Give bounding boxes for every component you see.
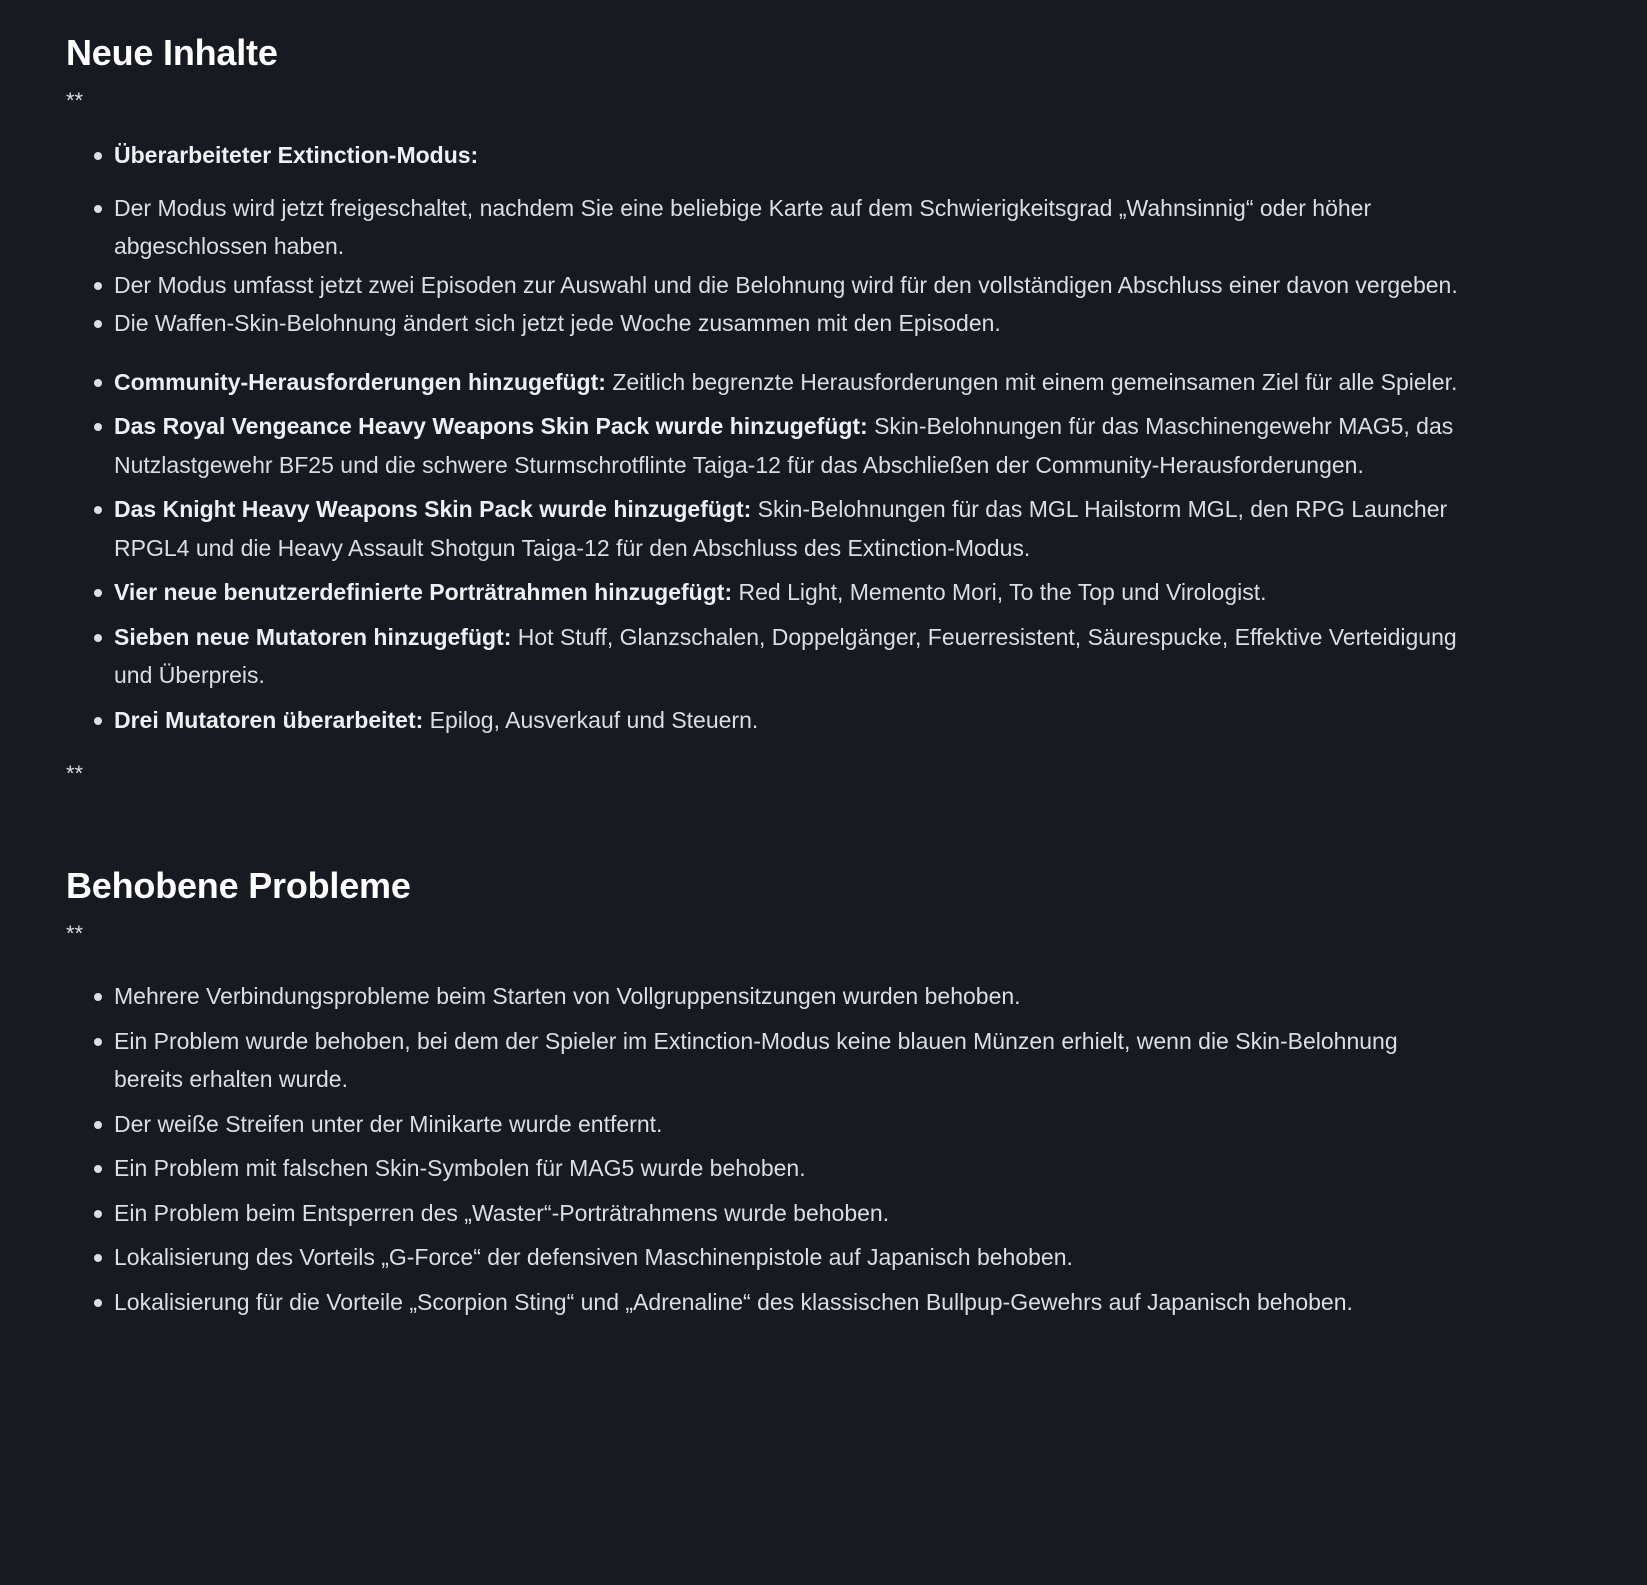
- item-bold-label: Vier neue benutzerdefinierte Porträtrahmen hinzugefügt:: [114, 579, 733, 605]
- list-item: [114, 136, 1467, 175]
- separator-marker: **: [66, 761, 84, 786]
- fixed-issues-list: [66, 977, 1467, 1321]
- item-bold-label: Das Royal Vengeance Heavy Weapons Skin Pack wurde hinzugefügt:: [114, 413, 868, 439]
- item-text: Skin-Belohnungen für das MGL Hailstorm MGL, den RPG Launcher RPGL4 und die Heavy Assault Shotgun Taiga-12 für den Abschluss des Extinction-Modus.: [114, 496, 1448, 561]
- item-bold-label: Sieben neue Mutatoren hinzugefügt:: [114, 623, 512, 650]
- separator-marker: **: [66, 88, 84, 113]
- item-text: Skin-Belohnungen für das Maschinengewehr MAG5, das Nutzlastgewehr BF25 und die schwere Sturmschrotflinte Taiga-12 für das Abschließen der Community-Herausforderungen.: [114, 413, 1454, 478]
- list-item: Lokalisierung des Vorteils „G-Force“ der defensiven Maschinenpistole auf Japanisch behoben.: [114, 1238, 1467, 1277]
- list-item: [114, 701, 1467, 740]
- list-item: [114, 363, 1467, 402]
- item-bold-label: Überarbeiteter Extinction-Modus:: [114, 142, 479, 168]
- list-item: Der Modus wird jetzt freigeschaltet, nachdem Sie eine beliebige Karte auf dem Schwierigkeitsgrad „Wahnsinnig“ oder höher abgeschlossen haben.: [114, 189, 1467, 266]
- list-item: Ein Problem wurde behoben, bei dem der Spieler im Extinction-Modus keine blauen Münzen erhielt, wenn die Skin-Belohnung bereits erhalten wurde.: [114, 1022, 1467, 1099]
- new-content-head-list: [66, 136, 1467, 175]
- separator-marker: **: [66, 921, 84, 946]
- list-item: Ein Problem mit falschen Skin-Symbolen für MAG5 wurde behoben.: [114, 1149, 1467, 1188]
- new-content-list: [66, 363, 1467, 740]
- list-item: [114, 618, 1467, 695]
- item-text: Zeitlich begrenzte Herausforderungen mit einem gemeinsamen Ziel für alle Spieler.: [605, 368, 1458, 395]
- item-text: Hot Stuff, Glanzschalen, Doppelgänger, Feuerresistent, Säurespucke, Effektive Verteidigung und Überpreis.: [114, 623, 1457, 688]
- list-item: Ein Problem beim Entsperren des „Waster“-Porträtrahmens wurde behoben.: [114, 1194, 1467, 1233]
- list-item: Die Waffen-Skin-Belohnung ändert sich jetzt jede Woche zusammen mit den Episoden.: [114, 304, 1467, 343]
- section-title-fixed-issues: Behobene Probleme: [66, 865, 411, 906]
- item-bold-label: Community-Herausforderungen hinzugefügt:: [114, 368, 606, 395]
- list-item: [114, 407, 1467, 484]
- list-item: [114, 490, 1467, 567]
- section-title-new-content: Neue Inhalte: [66, 32, 278, 73]
- item-bold-label: Drei Mutatoren überarbeitet:: [114, 706, 424, 733]
- list-item: Der Modus umfasst jetzt zwei Episoden zur Auswahl und die Belohnung wird für den vollständigen Abschluss einer davon vergeben.: [114, 266, 1467, 305]
- item-text: Red Light, Memento Mori, To the Top und Virologist.: [732, 579, 1267, 605]
- list-item: [114, 573, 1467, 612]
- list-item: Der weiße Streifen unter der Minikarte wurde entfernt.: [114, 1105, 1467, 1144]
- item-text: Epilog, Ausverkauf und Steuern.: [423, 706, 759, 733]
- list-item: Mehrere Verbindungsprobleme beim Starten von Vollgruppensitzungen wurden behoben.: [114, 977, 1467, 1016]
- list-item: Lokalisierung für die Vorteile „Scorpion Sting“ und „Adrenaline“ des klassischen Bullpup-Gewehrs auf Japanisch behoben.: [114, 1283, 1467, 1322]
- extinction-mode-sublist: [66, 189, 1467, 343]
- item-bold-label: Das Knight Heavy Weapons Skin Pack wurde hinzugefügt:: [114, 496, 752, 522]
